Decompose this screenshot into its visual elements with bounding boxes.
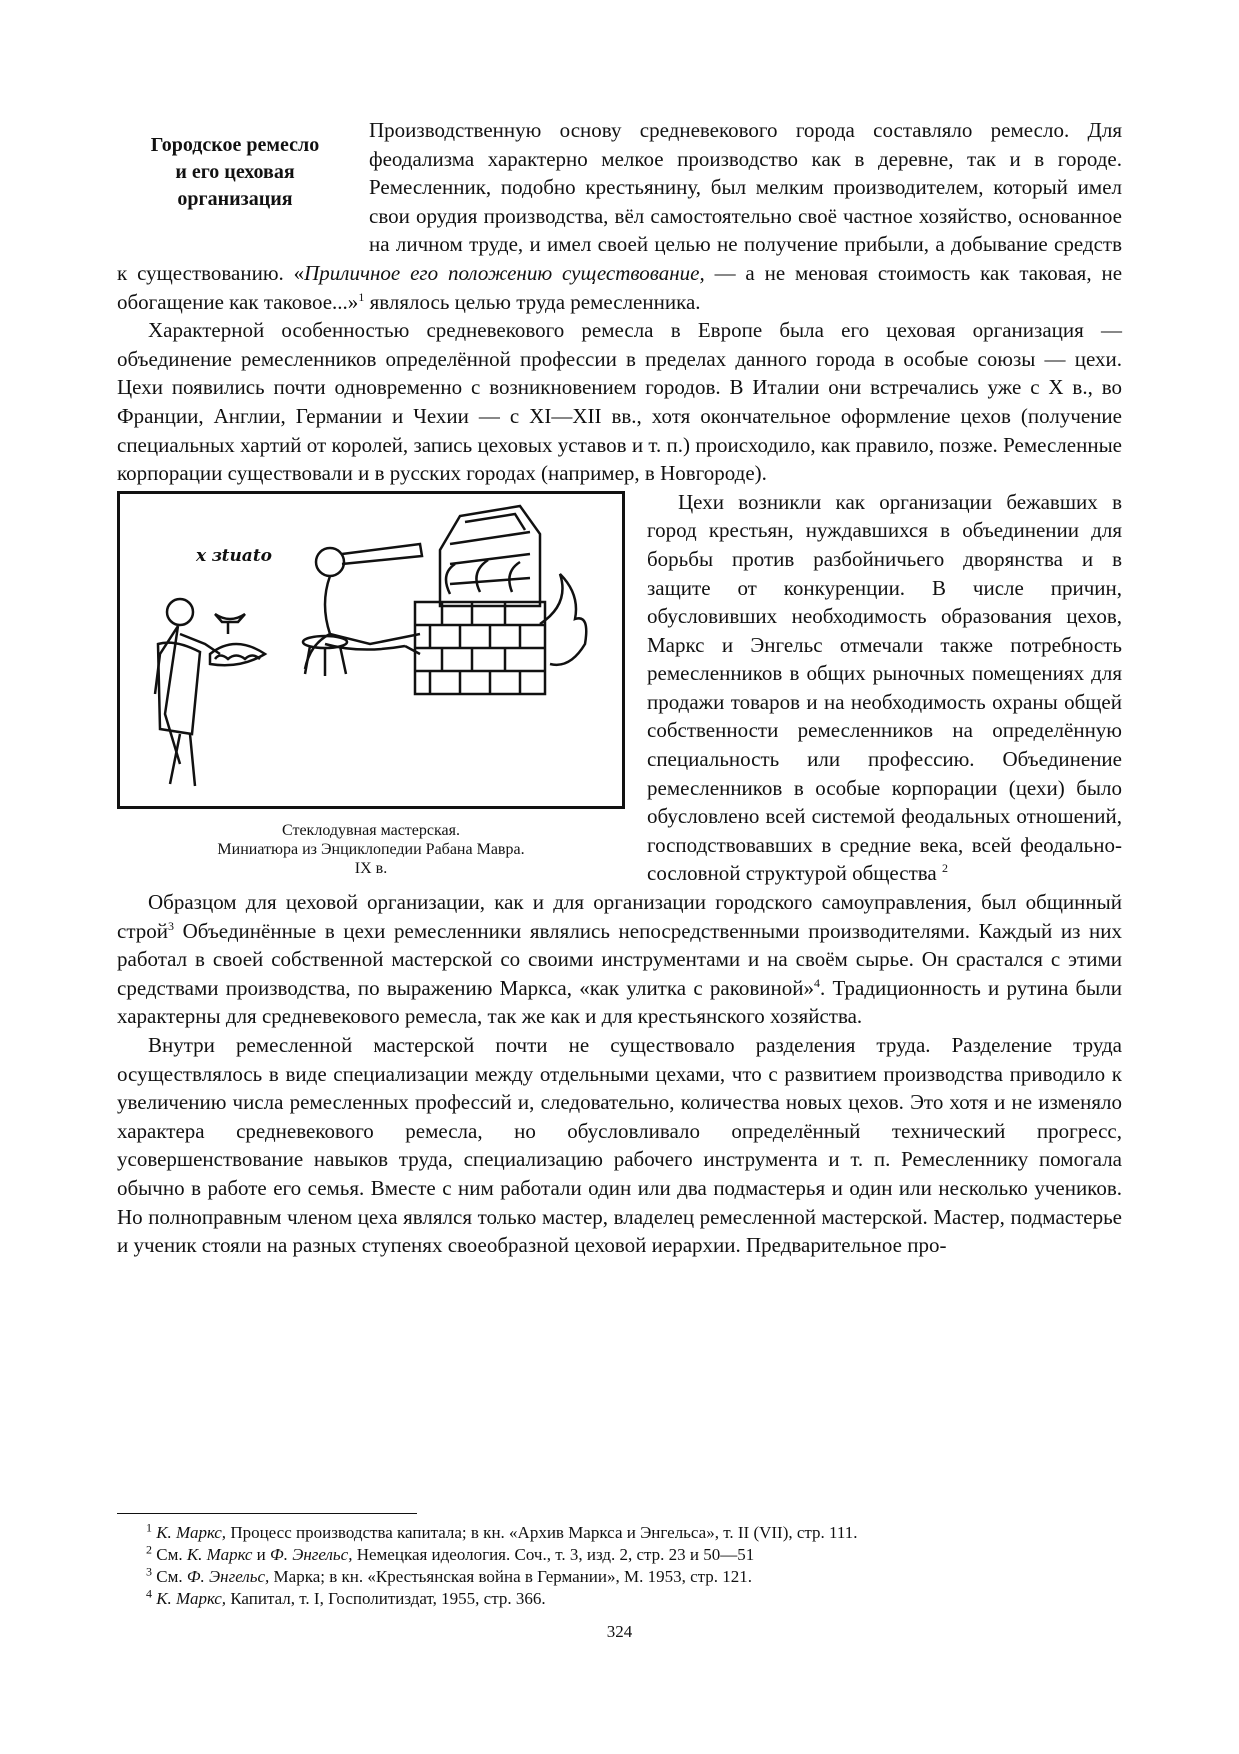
- footnote-ref[interactable]: 1: [358, 289, 365, 304]
- footnote-author: К. Маркс,: [156, 1523, 227, 1542]
- figure: [117, 491, 625, 878]
- footnote-author: К. Маркс,: [156, 1589, 227, 1608]
- paragraph-text: Характерной особенностью средневекового ремесла в Европе была его цеховая организация — объединение ремесленников определённой профессии в пределах данного города в особые союзы — цехи. Цехи появились почти одновременно с возникновением городов. В Италии они встречались уже с X в., во Франции, Англии, Германии и Чехии — с XI—XII вв., хотя окончательное оформление цехов (получение специальных хартий от королей, запись цеховых уставов и т. п.) происходило, как правило, позже. Ремесленные корпорации существовали и в русских городах (например, в Новгороде).: [117, 318, 1122, 486]
- section-heading: [117, 116, 353, 232]
- heading-line: и его цеховая: [175, 161, 295, 183]
- page-body: [117, 116, 1122, 1736]
- footnote-number: 3: [146, 1564, 152, 1579]
- footnote-prefix: См.: [156, 1567, 187, 1586]
- footnote-item: [117, 1544, 1122, 1566]
- paragraph-text: Объединённые в цехи ремесленники являлись непосредственными производителями. Каждый из них работал в своей собственной мастерской со своими инструментами и на своём сырье. Он срастался с этими средствами производства, по выражению Маркса, «как улитка с раковиной»: [117, 918, 1122, 1000]
- paragraph-text: Внутри ремесленной мастерской почти не существовало разделения труда. Разделение труда осуществлялось в виде специализации между отдельными цехами, что с развитием производства приводило к увеличению числа ремесленных профессий и, следовательно, количества новых цехов. Это хотя и не изменяло характера средневекового ремесла, но обусловливало определённый технический прогресс, усовершенствование навыков труда, специализацию рабочего инструмента и т. п. Ремесленнику помогала обычно в работе его семья. Вместе с ним работали один или два подмастерья и один или несколько учеников. Но полноправным членом цеха являлся только мастер, владелец ремесленной мастерской. Мастер, подмастерье и ученик стояли на разных ступенях своеобразной цеховой иерархии. Предварительное про-: [117, 1033, 1122, 1258]
- paragraph-text: являлось целью труда ремесленника.: [364, 289, 701, 314]
- paragraph-5: [117, 1031, 1122, 1260]
- heading-line: организация: [177, 188, 293, 210]
- footnote-author: Ф. Энгельс,: [186, 1567, 270, 1586]
- paragraph-text: . Традиционность и рутина были характерны для средневекового ремесла, так же как и для крестьянского хозяйства.: [117, 975, 1122, 1029]
- figure-caption: [117, 821, 625, 878]
- quote-italic: Приличное его положению существование,: [304, 260, 705, 285]
- footnote-prefix: См.: [156, 1545, 187, 1564]
- caption-line: IX в.: [354, 859, 388, 877]
- footnote-author: К. Маркс: [186, 1545, 253, 1564]
- footnote-item: [117, 1522, 1122, 1544]
- page-number: 324: [606, 1622, 633, 1641]
- paragraph-2: [117, 316, 1122, 488]
- footnotes: [117, 1513, 1122, 1610]
- paragraph-text: Производственную основу средневекового города составляло ремесло. Для феодализма характерно мелкое производство как в деревне, так и в городе. Ремесленник, подобно крестьянину, был мелким производителем, который имел свои орудия производства, вёл самостоятельно своё частное хозяйство, основанное на личном труде, и имел своей целью не получение прибыли, а добывание средств к существованию. «: [117, 118, 1122, 285]
- miniature-inscription: x ɜtuato: [196, 545, 273, 566]
- footnote-text: Процесс производства капитала; в кн. «Архив Маркса и Энгельса», т. II (VII), стр. 111.: [226, 1523, 858, 1542]
- footnote-text: Марка; в кн. «Крестьянская война в Германии», М. 1953, стр. 121.: [269, 1567, 753, 1586]
- footnote-number: 1: [146, 1520, 152, 1535]
- footnote-item: [117, 1566, 1122, 1588]
- footnote-ref[interactable]: 4: [813, 975, 820, 990]
- footnote-ref[interactable]: 3: [168, 918, 174, 933]
- footnote-author: Ф. Энгельс,: [270, 1545, 353, 1564]
- footnote-number: 4: [146, 1586, 152, 1601]
- miniature-illustration: [117, 491, 625, 809]
- footnote-item: [117, 1588, 1122, 1610]
- paragraph-text: Цехи возникли как организации бежавших в город крестьян, нуждавшихся в объединении для борьбы против разбойничьего дворянства и в защите от конкуренции. В числе причин, обусловивших необходимость образования цехов, Маркс и Энгельс отмечали также потребность ремесленников в общих рыночных помещениях для продажи товаров и на необходимость охраны общей собственности ремесленников на определённую специальность или профессию. Объединение ремесленников в особые корпорации (цехи) было обусловлено всей системой феодальных отношений, господствовавших в средние века, всей феодально-сословной структурой общества: [647, 489, 1122, 886]
- footnote-text: и: [252, 1545, 271, 1564]
- heading-line: Городское ремесло: [150, 134, 320, 156]
- glassblowing-miniature-drawing: [120, 494, 622, 806]
- paragraph-text: Образцом для цеховой организации, как и для организации городского самоуправления, был общинный строй: [117, 890, 1122, 943]
- caption-line: Миниатюра из Энциклопедии Рабана Мавра.: [217, 840, 525, 858]
- caption-line: Стеклодувная мастерская.: [282, 821, 460, 839]
- footnote-divider: [117, 1513, 417, 1514]
- footnote-text: Немецкая идеология. Соч., т. 3, изд. 2, стр. 23 и 50—51: [352, 1545, 755, 1564]
- footnote-text: Капитал, т. I, Госполитиздат, 1955, стр. 366.: [226, 1589, 546, 1608]
- quote-text: — а не меновая стоимость как таковая, не обогащение как таковое...»: [117, 260, 1123, 314]
- footnote-ref[interactable]: 2: [941, 861, 948, 876]
- paragraph-4: [117, 888, 1122, 1031]
- footnote-number: 2: [146, 1542, 152, 1557]
